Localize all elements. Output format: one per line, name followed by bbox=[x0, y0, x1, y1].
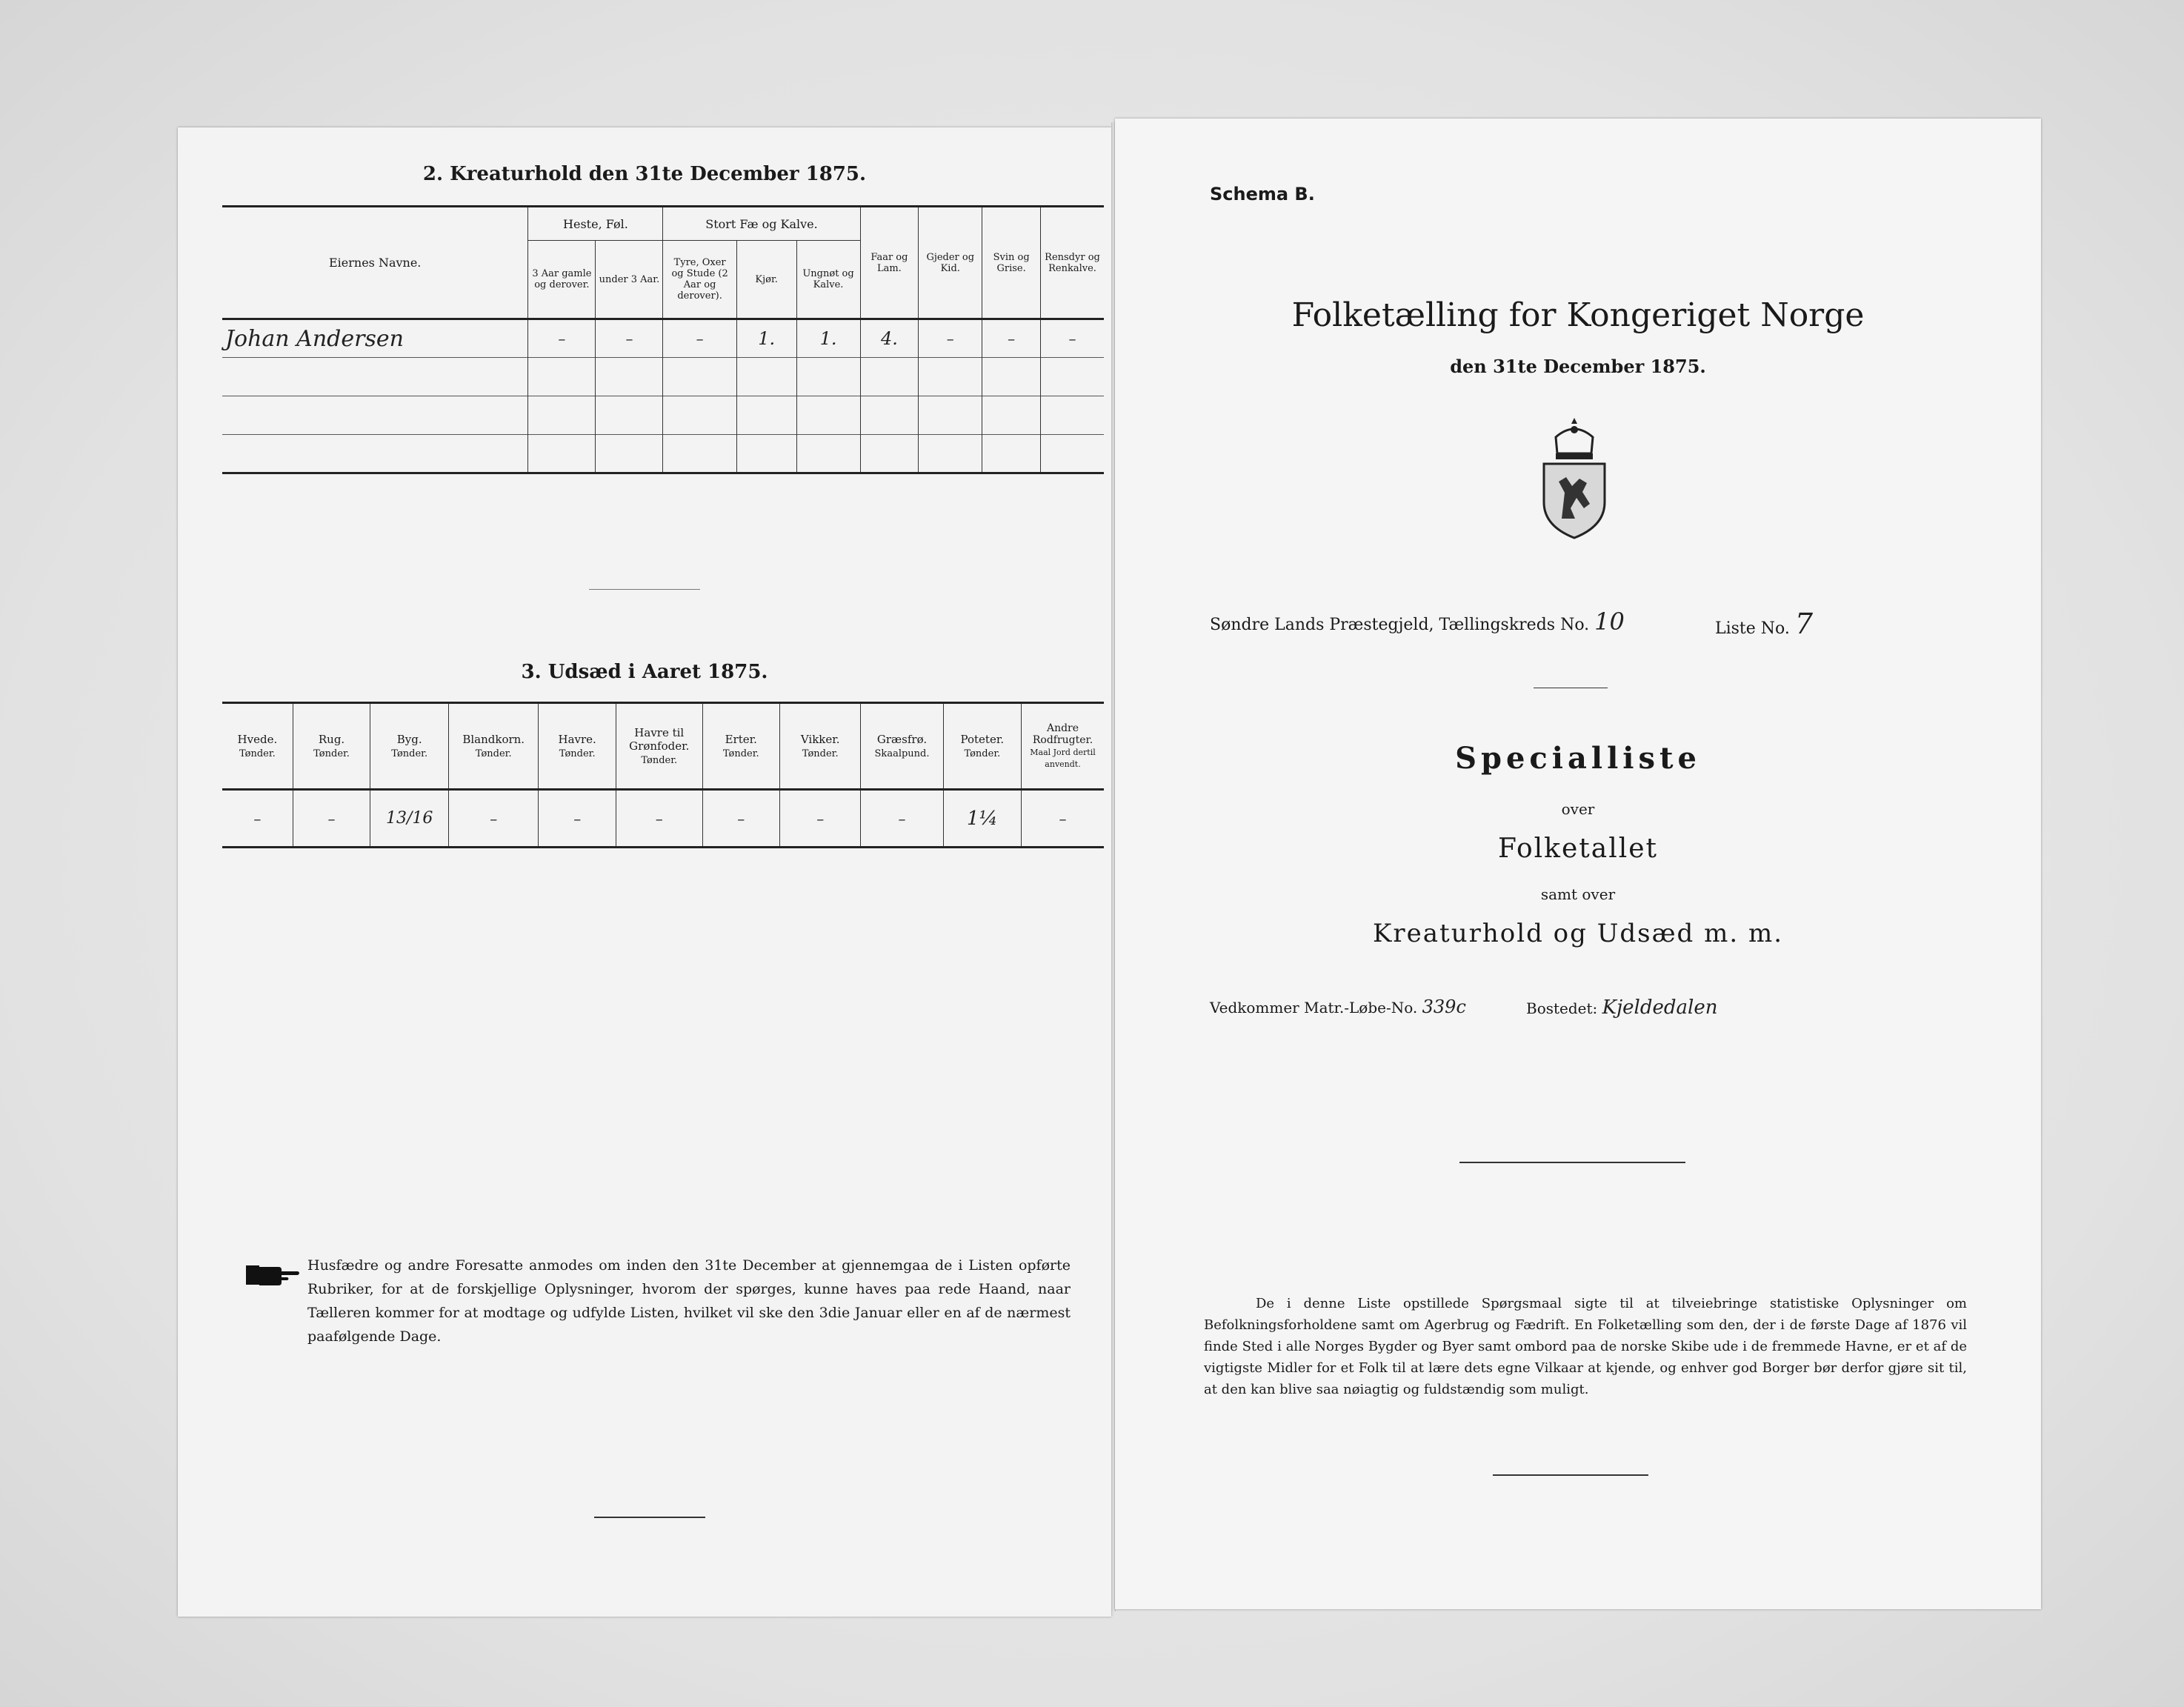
owner-header: Eiernes Navne. bbox=[222, 207, 528, 319]
over-text: over bbox=[1561, 800, 1595, 818]
seed-cell: – bbox=[702, 790, 780, 848]
svin-header: Svin og Grise. bbox=[982, 207, 1041, 319]
seed-header: Rug. Tønder. bbox=[293, 703, 370, 790]
livestock-cell: 1. bbox=[796, 319, 860, 358]
seed-header: Blandkorn. Tønder. bbox=[449, 703, 539, 790]
seed-cell: – bbox=[861, 790, 943, 848]
owner-name: Johan Andersen bbox=[222, 319, 528, 358]
right-page bbox=[1115, 119, 2041, 1609]
seed-header: Byg. Tønder. bbox=[370, 703, 449, 790]
bosted-label: Bostedet: bbox=[1526, 999, 1598, 1017]
seed-cell: – bbox=[1022, 790, 1104, 848]
livestock-cell: – bbox=[1041, 319, 1105, 358]
section3-title: 3. Udsæd i Aaret 1875. bbox=[521, 661, 768, 683]
rensdyr-header: Rensdyr og Renkalve. bbox=[1041, 207, 1105, 319]
left-page bbox=[178, 127, 1111, 1617]
section2-title: 2. Kreaturhold den 31te December 1875. bbox=[422, 163, 867, 185]
livestock-cell: – bbox=[982, 319, 1041, 358]
divider bbox=[1493, 1474, 1648, 1476]
parish-prefix: Søndre Lands Præstegjeld, Tællingskreds No. bbox=[1210, 616, 1590, 634]
seed-header: Erter. Tønder. bbox=[702, 703, 780, 790]
livestock-cell: – bbox=[919, 319, 982, 358]
liste-line bbox=[1715, 608, 1813, 640]
seed-cell: – bbox=[222, 790, 293, 848]
faar-header: Faar og Lam. bbox=[860, 207, 919, 319]
stort-fae-group-header: Stort Fæ og Kalve. bbox=[663, 207, 860, 241]
seed-header: Hvede. Tønder. bbox=[222, 703, 293, 790]
livestock-cell: – bbox=[596, 319, 663, 358]
heste-3aar-header: 3 Aar gamle og derover. bbox=[528, 241, 596, 319]
folketallet-heading: Folketallet bbox=[1497, 833, 1659, 864]
livestock-cell: 1. bbox=[736, 319, 796, 358]
livestock-cell: 4. bbox=[860, 319, 919, 358]
seed-cell: – bbox=[293, 790, 370, 848]
coat-of-arms-icon bbox=[1534, 415, 1615, 541]
pointing-hand-icon bbox=[244, 1260, 301, 1289]
seed-cell: – bbox=[539, 790, 616, 848]
livestock-cell: – bbox=[663, 319, 736, 358]
divider bbox=[589, 589, 700, 590]
bosted-line bbox=[1526, 996, 1717, 1019]
liste-number: 7 bbox=[1794, 608, 1814, 640]
notice-text: Husfædre og andre Foresatte anmodes om inden den 31te December at gjennemgaa de i Listen opførte Rubriker, for at de forskjellige Oplysninger, hvorom der spørges, kunne haves paa rede Haand, naar Tælleren kommer for at modtage og udfylde Listen, hvilket vil ske den 3die Januar eller en af de nærmest paafølgende Dage. bbox=[307, 1257, 1071, 1345]
tyre-header: Tyre, Oxer og Stude (2 Aar og derover). bbox=[663, 241, 736, 319]
parish-line bbox=[1210, 608, 1625, 636]
ungnot-header: Ungnøt og Kalve. bbox=[796, 241, 860, 319]
seed-header: Græsfrø. Skaalpund. bbox=[861, 703, 943, 790]
divider bbox=[1459, 1162, 1685, 1163]
seed-table bbox=[222, 702, 1104, 848]
seed-cell: – bbox=[780, 790, 861, 848]
divider bbox=[594, 1517, 705, 1518]
seed-cell: 1¼ bbox=[943, 790, 1021, 848]
seed-header: Havre til Grønfoder. Tønder. bbox=[616, 703, 702, 790]
bosted-value: Kjeldedalen bbox=[1602, 996, 1718, 1019]
kreds-number: 10 bbox=[1594, 608, 1625, 636]
seed-header: Poteter. Tønder. bbox=[943, 703, 1021, 790]
seed-header: Havre. Tønder. bbox=[539, 703, 616, 790]
seed-cell: – bbox=[616, 790, 702, 848]
specialliste-heading: Specialliste bbox=[1455, 741, 1701, 776]
schema-label: Schema B. bbox=[1210, 184, 1315, 204]
kreaturhold-heading: Kreaturhold og Udsæd m. m. bbox=[1372, 919, 1783, 948]
samt-over-text: samt over bbox=[1540, 885, 1616, 903]
matr-line bbox=[1210, 996, 1466, 1017]
main-title: Folketælling for Kongeriget Norge bbox=[1291, 296, 1865, 334]
main-subtitle: den 31te December 1875. bbox=[1450, 356, 1706, 377]
seed-header: Andre Rodfrugter. Maal Jord dertil anvendt. bbox=[1022, 703, 1104, 790]
kjor-header: Kjør. bbox=[736, 241, 796, 319]
heste-under3-header: under 3 Aar. bbox=[596, 241, 663, 319]
seed-cell: – bbox=[449, 790, 539, 848]
seed-header: Vikker. Tønder. bbox=[780, 703, 861, 790]
liste-label: Liste No. bbox=[1715, 619, 1790, 638]
footer-text: De i denne Liste opstillede Spørgsmaal sigte til at tilveiebringe statistiske Oplysninger om Befolkningsforholdene samt om Agerbrug og Fædrift. En Folketælling som den, der i de første Dage af 1876 vil finde Sted i alle Norges Bygder og Byer samt ombord paa de norske Skibe ude i de fremmede Havne, er et af de vigtigste Midler for et Folk til at lære dets egne Vilkaar at kjende, og enhver god Borger bør derfor gjøre sit til, at den kan blive saa nøiagtig og fuldstændig som muligt. bbox=[1204, 1296, 1967, 1397]
livestock-cell: – bbox=[528, 319, 596, 358]
gjeder-header: Gjeder og Kid. bbox=[919, 207, 982, 319]
seed-cell: 13/16 bbox=[370, 790, 449, 848]
heste-group-header: Heste, Føl. bbox=[528, 207, 663, 241]
livestock-table bbox=[222, 205, 1104, 474]
matr-label: Vedkommer Matr.-Løbe-No. bbox=[1210, 999, 1418, 1016]
matr-number: 339c bbox=[1422, 996, 1466, 1017]
